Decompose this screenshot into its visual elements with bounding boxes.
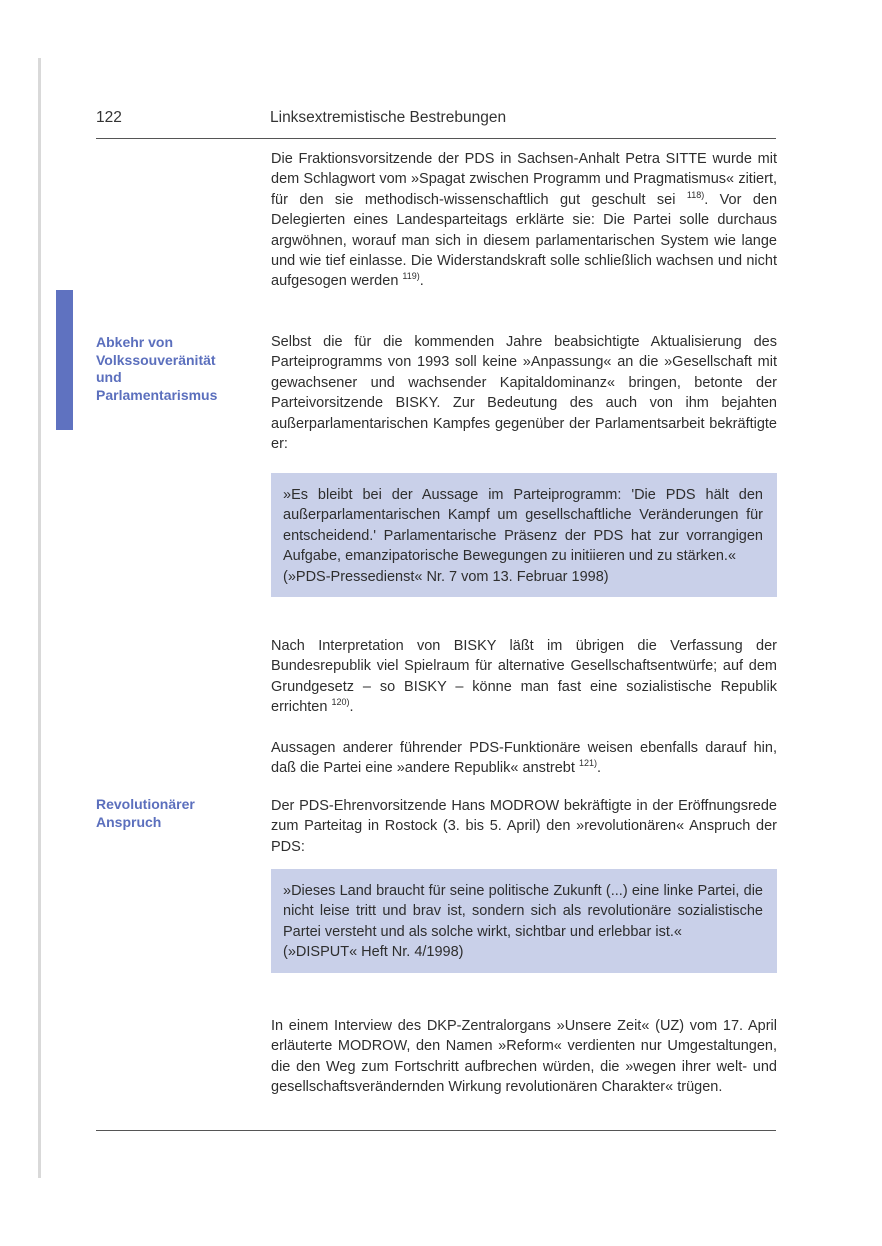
paragraph-text: In einem Interview des DKP-Zentralorgans »Unsere Zeit« (UZ) vom 17. April erläuterte MODROW, den Namen »Reform« verdienten nur Umgestaltungen, die den Weg zum Fortschritt aufbrechen würden, die »wegen ihrer welt- und gesellschaftsverändernden Wirkung revolutionären Charakter« trügen. <box>271 1018 777 1096</box>
paragraph-text: Selbst die für die kommenden Jahre beabsichtigte Aktualisierung des Parteiprogramms von 1993 soll keine »Anpassung« an die »Gesellschaft mit gewachsener und wachsender Kapitaldominanz« bringen, betonte der Parteivorsitzende BISKY. Zur Bedeutung des auch von ihm bejahten außerparlamentarischen Kampfes gegenüber der Parlamentsarbeit bekräftigte er: <box>271 334 777 453</box>
page-header <box>96 109 776 139</box>
margin-note-line: Revolutionärer <box>96 796 195 812</box>
paragraph-text: . Vor den Delegierten eines Landesparteitags erklärte sie: Die Partei solle durchaus argwöhnen, worauf man sich in diesem parlamentarischen System wie lange und wie tief einlasse. Die Widerstandskraft solle schließlich wachsen und nicht aufgesogen werden <box>271 191 778 290</box>
quote-block-disput <box>271 869 777 973</box>
header-rule <box>96 138 776 139</box>
paragraph-bisky-verfassung <box>271 636 777 718</box>
quote-text: »Dieses Land braucht für seine politische Zukunft (...) eine linke Partei, die nicht leise tritt und brav ist, sondern sich als revolutionäre sozialistische Partei versteht und als solche wirkt, sichtbar und erlebbar ist.« <box>283 883 763 940</box>
chapter-title: Linksextremistische Bestrebungen <box>270 109 507 126</box>
paragraph-uz-interview <box>271 1016 777 1098</box>
footnote-ref: 121) <box>578 758 597 769</box>
paragraph-text: Aussagen anderer führender PDS-Funktionäre weisen ebenfalls darauf hin, daß die Partei eine »andere Republik« anstrebt <box>271 740 777 777</box>
quote-source: (»PDS-Pressedienst« Nr. 7 vom 13. Februar 1998) <box>283 568 609 585</box>
quote-block-pds-pressedienst <box>271 473 777 597</box>
section-marker-bar <box>56 290 73 430</box>
margin-note-abkehr <box>96 334 256 404</box>
paragraph-sitte <box>271 149 777 292</box>
margin-note-line: Parlamentarismus <box>96 386 218 403</box>
paragraph-text: . <box>419 273 424 290</box>
margin-note-line: Anspruch <box>96 813 162 830</box>
margin-note-line: und <box>96 369 122 385</box>
footnote-ref: 118) <box>686 189 705 200</box>
quote-text: »Es bleibt bei der Aussage im Parteiprogramm: 'Die PDS hält den außerparlamentarischen Kampf um gesellschaftliche Veränderungen für entscheidend.' Parlamentarische Präsenz der PDS hat zur vorrangigen Aufgabe, emanzipatorische Bewegungen zu initiieren und zu stärken.« <box>283 487 763 565</box>
page-number: 122 <box>96 109 122 126</box>
paragraph-andere-republik <box>271 738 777 779</box>
page-spine <box>38 58 41 1178</box>
margin-note-revolutionaer <box>96 796 256 831</box>
footnote-ref: 120) <box>331 697 350 708</box>
paragraph-text: Der PDS-Ehrenvorsitzende Hans MODROW bekräftigte in der Eröffnungsrede zum Parteitag in Rostock (3. bis 5. April) den »revolutionären« Anspruch der PDS: <box>271 798 777 855</box>
margin-note-line: Abkehr von <box>96 334 174 350</box>
footnote-ref: 119) <box>402 271 420 282</box>
paragraph-text: . <box>596 760 601 777</box>
paragraph-bisky-program <box>271 332 777 454</box>
margin-note-line: Volkssouveränität <box>96 351 216 368</box>
quote-source: (»DISPUT« Heft Nr. 4/1998) <box>283 944 464 961</box>
paragraph-text: . <box>349 699 354 716</box>
footer-rule <box>96 1130 776 1131</box>
paragraph-text: Nach Interpretation von BISKY läßt im übrigen die Verfassung der Bundesrepublik viel Spielraum für alternative Gesellschaftsentwürfe; auf dem Grundgesetz – so BISKY – könne man fast eine sozialistische Republik errichten <box>271 638 777 716</box>
paragraph-text: Die Fraktionsvorsitzende der PDS in Sachsen-Anhalt Petra SITTE wurde mit dem Schlagwort vom »Spagat zwischen Programm und Pragmatismus« zitiert, für den sie methodisch-wissenschaftlich gut geschult sei <box>271 151 777 208</box>
paragraph-modrow-eroeffnung <box>271 796 777 857</box>
